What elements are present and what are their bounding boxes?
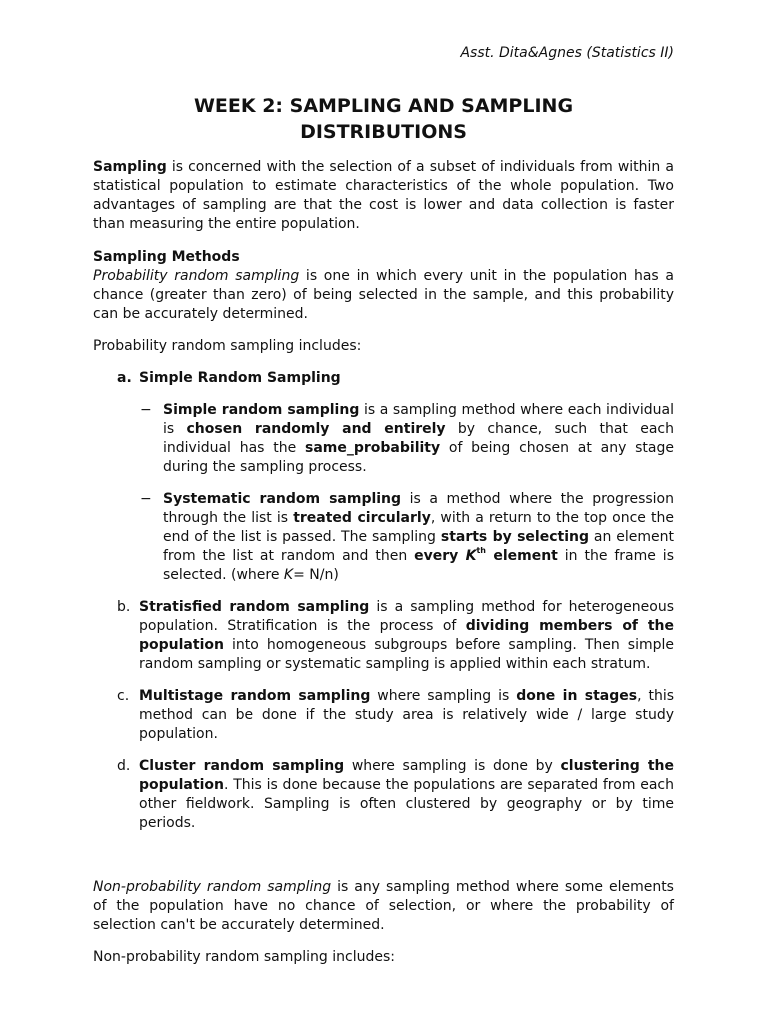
dash-bullet-2: − — [140, 491, 152, 507]
intro-text: is concerned with the selection of a subset of individuals from within a statistical population to estimate characteristics of the whole population. Two advantages of sampling are that the cost is lower and data collection is faster than measuring the entire population. — [93, 159, 674, 232]
probability-paragraph — [93, 267, 674, 324]
sub2-element: element — [486, 548, 558, 564]
nonprobability-paragraph — [93, 878, 674, 935]
item-a-title: Simple Random Sampling — [139, 370, 341, 386]
item-d-text-2: . This is done because the populations are separated from each other fieldwork. Sampling is often clustered by geography or by time periods. — [139, 777, 674, 831]
item-d-text-1: where sampling is done by — [344, 758, 561, 774]
probability-term: Probability random sampling — [93, 268, 300, 284]
item-c-text-2: , this method can be done if the study area is relatively wide / large study population. — [139, 688, 675, 742]
sub-item-simple-random — [93, 401, 674, 477]
item-b-bold: dividing members of the population — [139, 618, 674, 653]
title-line-2: DISTRIBUTIONS — [300, 121, 467, 143]
intro-term: Sampling — [93, 159, 167, 175]
sub1-bold-2: same_probability — [305, 440, 441, 456]
intro-paragraph — [93, 158, 674, 234]
sub-item-systematic — [93, 490, 674, 585]
sub2-text-2: , with a return to the top once the end of the list is passed. The sampling — [163, 510, 675, 545]
sub1-bold-1: chosen randomly and entirely — [186, 421, 446, 437]
item-c-text-1: where sampling is — [370, 688, 517, 704]
nonprobability-term: Non-probability random sampling — [93, 879, 332, 895]
sub1-term: Simple random sampling — [163, 402, 360, 418]
list-marker-d: d. — [117, 758, 131, 774]
sub2-bold-1: treated circularly — [293, 510, 431, 526]
sub2-th: th — [476, 546, 486, 556]
list-marker-a: a. — [117, 370, 132, 386]
sub2-bold-3 — [414, 548, 558, 564]
item-d-bold: clustering the population — [139, 758, 674, 793]
sub1-text-1: is a sampling method where each individual is — [163, 402, 674, 437]
item-b-term: Stratisfied random sampling — [139, 599, 370, 615]
sub1-text-2: by chance, such that each individual has the — [163, 421, 674, 456]
probability-includes: Probability random sampling includes: — [93, 338, 362, 354]
item-b-text-2: into homogeneous subgroups before sampling. Then simple random sampling or systematic sampling is applied within each stratum. — [139, 637, 674, 672]
item-c-bold: done in stages — [516, 688, 638, 704]
sub2-every: every — [414, 548, 466, 564]
list-item-b — [93, 598, 674, 674]
document-body — [93, 158, 674, 967]
page-header: Asst. Dita&Agnes (Statistics II) — [460, 45, 674, 61]
sub2-term: Systematic random sampling — [163, 491, 402, 507]
list-marker-b: b. — [117, 599, 131, 615]
list-item-d — [93, 757, 674, 833]
list-item-c — [93, 687, 674, 744]
dash-bullet-1: − — [140, 402, 152, 418]
list-item-a — [93, 369, 674, 388]
sub2-bold-2: starts by selecting — [440, 529, 589, 545]
probability-text: is one in which every unit in the population has a chance (greater than zero) of being selected in the sample, and this probability can be accurately determined. — [93, 268, 674, 322]
sub2-k: K — [465, 548, 477, 564]
sub2-text-3: an element from the list at random and then — [163, 529, 674, 564]
item-c-term: Multistage random sampling — [139, 688, 371, 704]
sampling-methods-heading: Sampling Methods — [93, 249, 240, 265]
sub2-formula: = N/n) — [293, 567, 339, 583]
item-b-text-1: is a sampling method for heterogeneous population. Stratification is the process of — [139, 599, 674, 634]
list-marker-c: c. — [117, 688, 130, 704]
nonprobability-text: is any sampling method where some elements of the population have no chance of selection, or where the probability of selection can't be accurately determined. — [93, 879, 674, 933]
sub2-k-formula: K — [283, 567, 294, 583]
sub2-text-4: in the frame is selected. (where — [163, 548, 674, 583]
nonprobability-includes: Non-probability random sampling includes: — [93, 949, 395, 965]
item-d-term: Cluster random sampling — [139, 758, 345, 774]
page-title — [93, 93, 674, 145]
sub1-text-3: of being chosen at any stage during the sampling process. — [163, 440, 675, 475]
title-line-1: WEEK 2: SAMPLING AND SAMPLING — [193, 95, 574, 117]
sub2-text-1: is a method where the progression through the list is — [163, 491, 674, 526]
